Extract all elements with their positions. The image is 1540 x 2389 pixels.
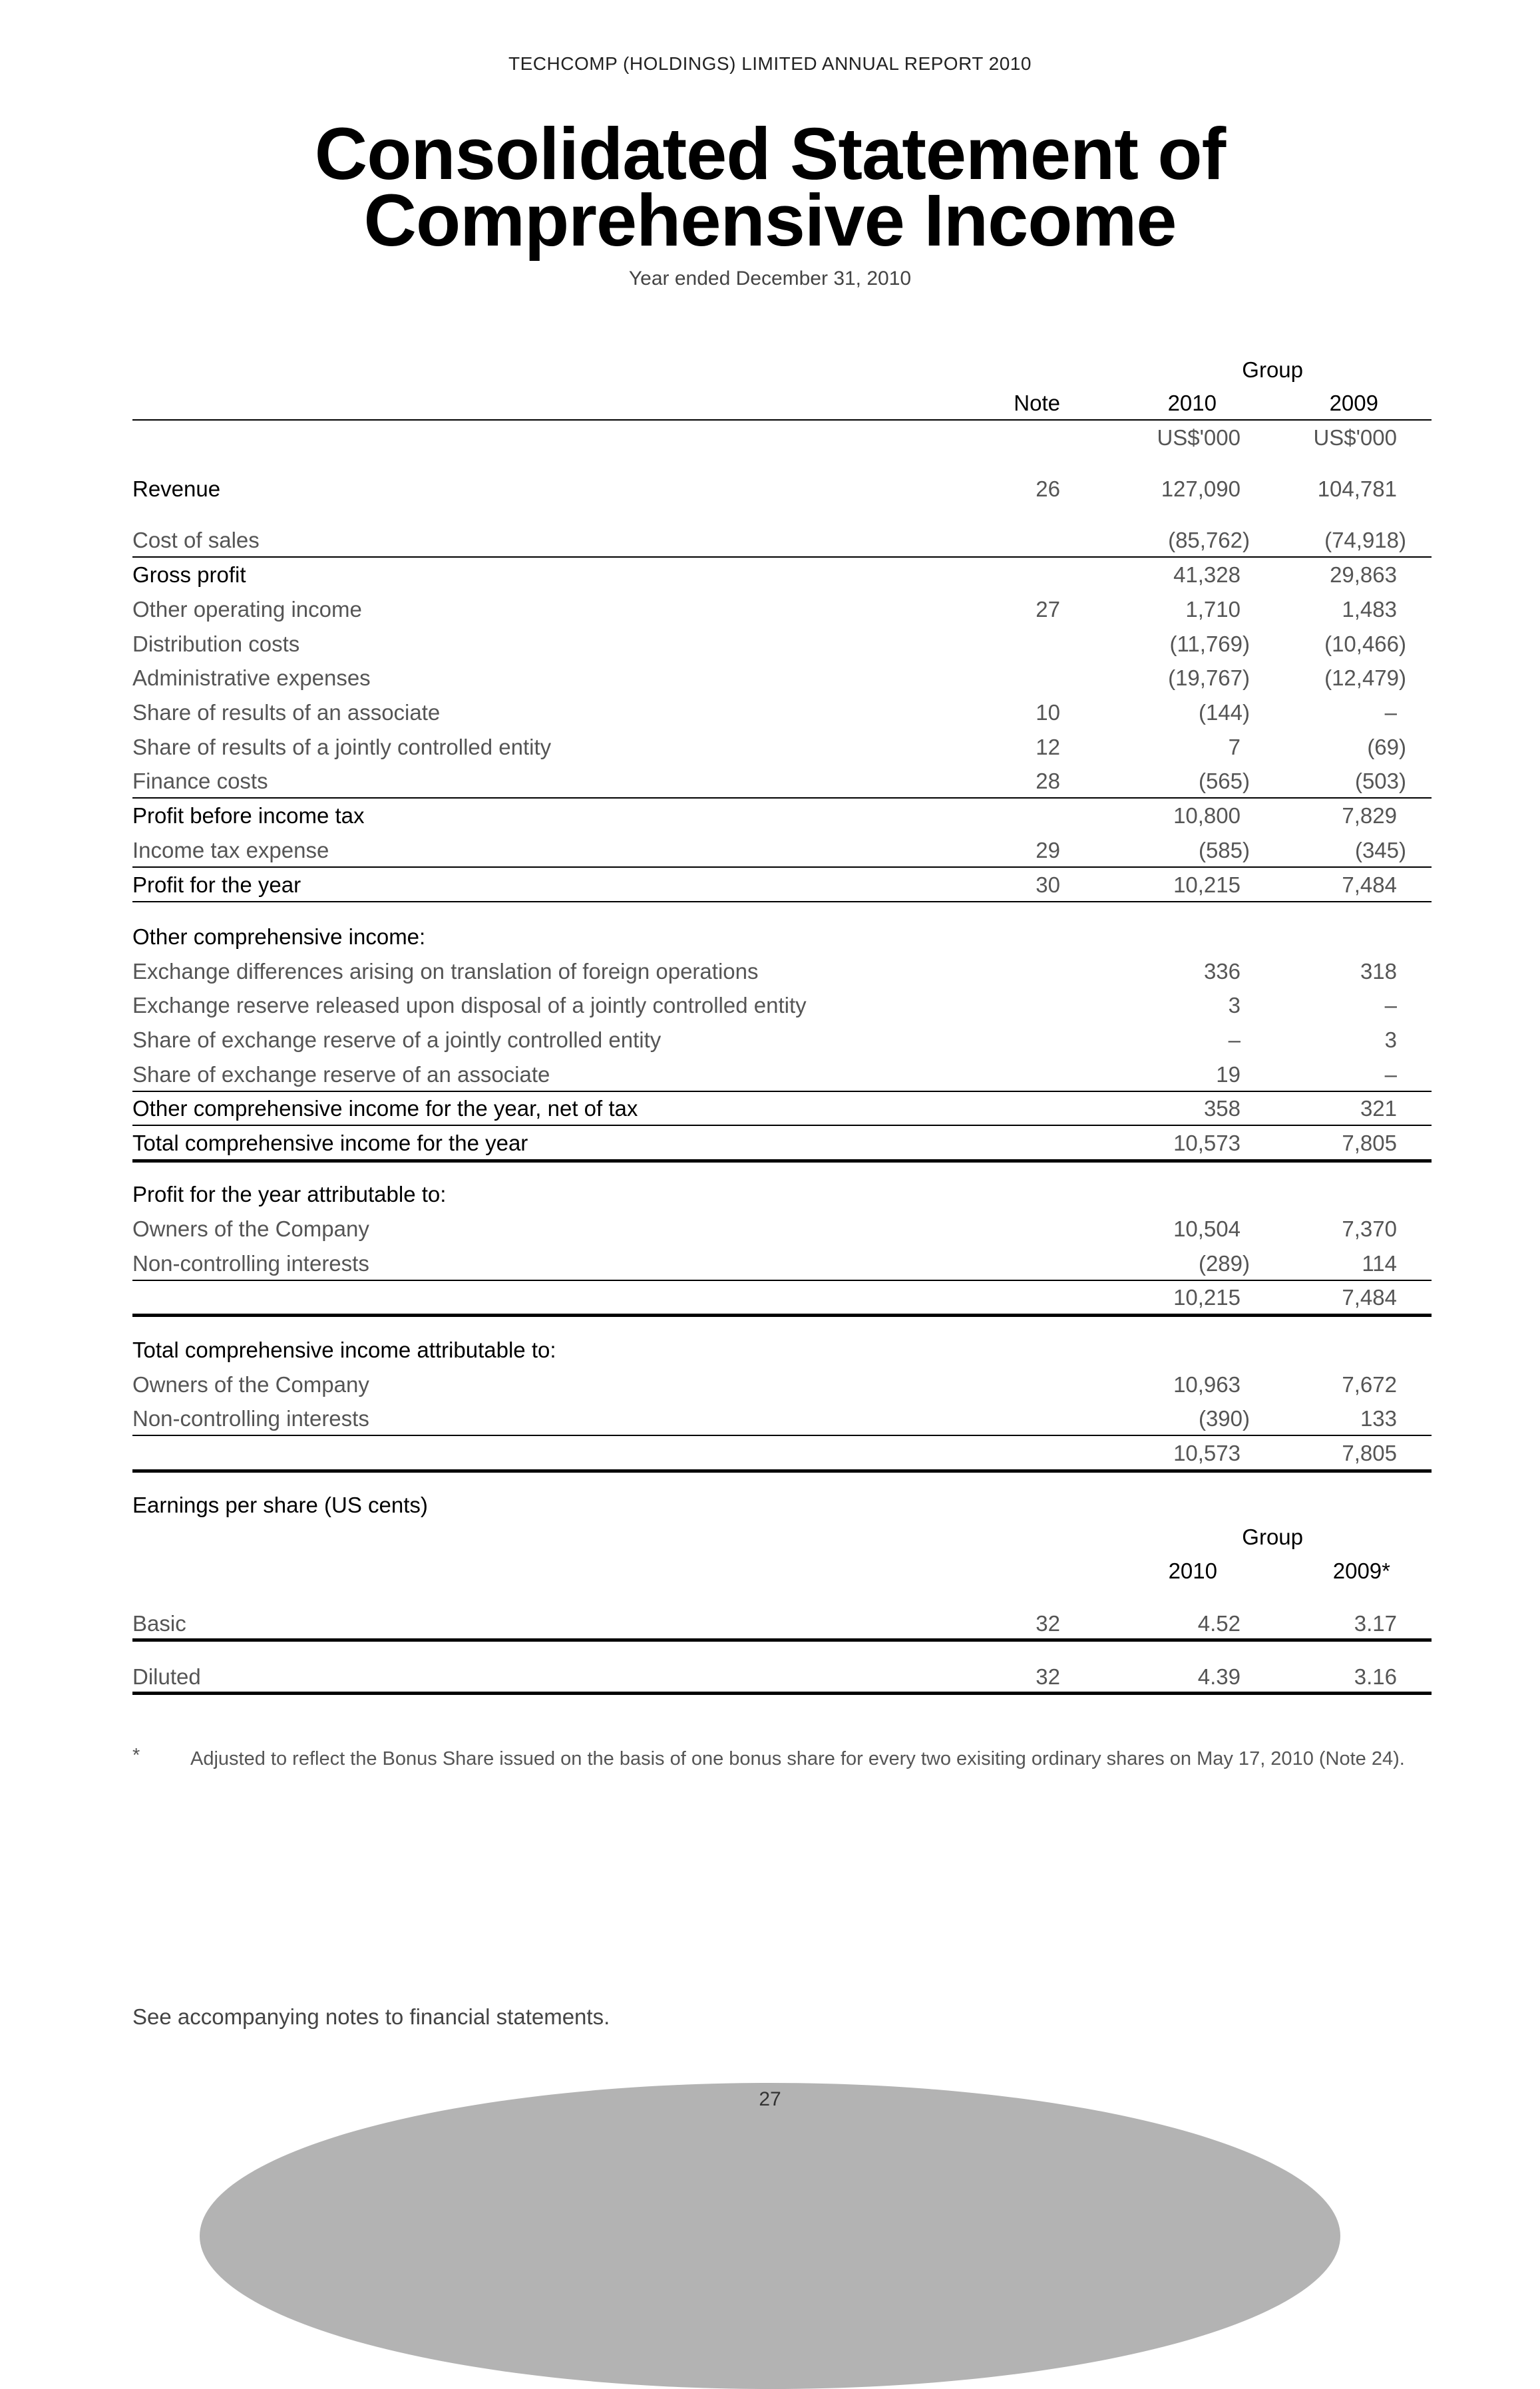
value-2009: 7,484 xyxy=(1342,872,1397,897)
row-label: Earnings per share (US cents) xyxy=(132,1493,428,1517)
statement-row xyxy=(132,1246,1432,1280)
value-2009: 7,805 xyxy=(1342,1131,1397,1155)
page-subtitle: Year ended December 31, 2010 xyxy=(628,268,912,289)
statement-row xyxy=(132,868,1432,901)
statement-row xyxy=(132,833,1432,866)
value-2010: 10,800 xyxy=(1173,803,1241,828)
statement-row xyxy=(132,920,1432,953)
row-label: Profit for the year attributable to: xyxy=(132,1182,447,1206)
eps-group-heading: Group xyxy=(1242,1525,1303,1549)
footer-decoration xyxy=(200,2083,1340,2389)
eps-row xyxy=(132,1606,1432,1640)
statement-row xyxy=(132,1023,1432,1056)
value-2009: 7,672 xyxy=(1342,1372,1397,1397)
eps-group-heading-row xyxy=(132,1520,1432,1553)
eps-year-2009-heading: 2009* xyxy=(1332,1559,1390,1583)
footnote-text: Adjusted to reflect the Bonus Share issued on the basis of one bonus share for every two exisiting ordinary shares on May 17, 2010 (Note 24). xyxy=(190,1748,1405,1769)
group-heading-row xyxy=(132,353,1432,386)
value-2010: 3 xyxy=(1228,993,1241,1017)
value-2010: (19,767) xyxy=(1168,665,1250,690)
row-label: Income tax expense xyxy=(132,838,329,862)
column-heading-row xyxy=(132,386,1432,419)
row-note: 28 xyxy=(1036,769,1060,793)
value-2010: 7 xyxy=(1228,735,1241,759)
value-2010: 10,573 xyxy=(1173,1131,1241,1155)
eps-value-2010: 4.52 xyxy=(1197,1611,1241,1636)
statement-row xyxy=(132,1212,1432,1245)
value-2009: 1,483 xyxy=(1342,597,1397,622)
row-note: 27 xyxy=(1036,597,1060,622)
unit-2009: US$'000 xyxy=(1313,425,1397,450)
eps-label: Diluted xyxy=(132,1664,201,1689)
value-2010: 10,215 xyxy=(1173,1285,1241,1310)
value-2009: 318 xyxy=(1360,959,1397,984)
statement-row xyxy=(132,1280,1432,1314)
eps-year-2010-heading: 2010 xyxy=(1168,1559,1217,1583)
eps-label: Basic xyxy=(132,1611,186,1636)
eps-note: 32 xyxy=(1036,1664,1060,1689)
value-2010: 10,504 xyxy=(1173,1216,1241,1241)
statement-row xyxy=(132,954,1432,988)
row-note: 30 xyxy=(1036,872,1060,897)
row-label: Profit before income tax xyxy=(132,803,365,828)
statement-row xyxy=(132,661,1432,694)
row-label: Revenue xyxy=(132,476,221,501)
value-2010: 358 xyxy=(1203,1096,1241,1121)
value-2010: (289) xyxy=(1198,1251,1250,1276)
statement-row xyxy=(132,1126,1432,1159)
statement-row xyxy=(132,730,1432,763)
row-label: Exchange reserve released upon disposal of a jointly controlled entity xyxy=(132,993,807,1017)
eps-row xyxy=(132,1660,1432,1693)
eps-underline xyxy=(132,1638,1432,1642)
statement-row xyxy=(132,799,1432,832)
value-2010: (85,762) xyxy=(1168,528,1250,552)
row-label: Gross profit xyxy=(132,562,246,587)
report-header: TECHCOMP (HOLDINGS) LIMITED ANNUAL REPORT 2010 xyxy=(508,53,1032,74)
row-note: 12 xyxy=(1036,735,1060,759)
value-2009: (345) xyxy=(1354,838,1406,862)
year-2010-heading: 2010 xyxy=(1167,391,1217,415)
row-label: Administrative expenses xyxy=(132,665,371,690)
see-notes-text: See accompanying notes to financial statements. xyxy=(132,2004,610,2029)
statement-row xyxy=(132,1368,1432,1401)
value-2010: 10,963 xyxy=(1173,1372,1241,1397)
value-2009: 321 xyxy=(1360,1096,1397,1121)
unit-row xyxy=(132,421,1432,454)
row-label: Finance costs xyxy=(132,769,268,793)
value-2009: (69) xyxy=(1367,735,1406,759)
row-label: Other comprehensive income for the year, net of tax xyxy=(132,1096,638,1121)
statement-row xyxy=(132,1057,1432,1091)
value-2009: (74,918) xyxy=(1324,528,1406,552)
note-heading: Note xyxy=(1014,391,1060,415)
eps-value-2010: 4.39 xyxy=(1197,1664,1241,1689)
row-label: Share of results of an associate xyxy=(132,700,441,725)
row-label: Share of exchange reserve of an associate xyxy=(132,1062,550,1087)
row-label: Owners of the Company xyxy=(132,1216,369,1241)
value-2010: 10,215 xyxy=(1173,872,1241,897)
value-2010: (565) xyxy=(1198,769,1250,793)
row-label: Profit for the year xyxy=(132,872,301,897)
value-2009: – xyxy=(1384,1062,1397,1087)
value-2010: (585) xyxy=(1198,838,1250,862)
value-2010: 10,573 xyxy=(1173,1441,1241,1465)
statement-row xyxy=(132,558,1432,591)
row-note: 10 xyxy=(1036,700,1060,725)
row-label: Owners of the Company xyxy=(132,1372,369,1397)
value-2009: 7,805 xyxy=(1342,1441,1397,1465)
row-label: Exchange differences arising on translation of foreign operations xyxy=(132,959,759,984)
row-label: Non-controlling interests xyxy=(132,1406,369,1431)
value-2009: – xyxy=(1384,993,1397,1017)
value-2010: 1,710 xyxy=(1185,597,1241,622)
row-label: Total comprehensive income attributable to: xyxy=(132,1338,556,1362)
statement-row xyxy=(132,1436,1432,1469)
statement-row xyxy=(132,988,1432,1021)
row-label: Cost of sales xyxy=(132,528,260,552)
value-2009: (503) xyxy=(1354,769,1406,793)
unit-2010: US$'000 xyxy=(1157,425,1241,450)
value-2010: (144) xyxy=(1198,700,1250,725)
statement-row xyxy=(132,764,1432,797)
total-underline xyxy=(132,1159,1432,1163)
value-2010: (11,769) xyxy=(1169,632,1250,656)
statement-row xyxy=(132,472,1432,505)
eps-underline xyxy=(132,1692,1432,1695)
page-title xyxy=(0,113,1540,262)
value-2010: 19 xyxy=(1216,1062,1241,1087)
subtotal-rule xyxy=(132,901,1432,902)
footnote-marker: * xyxy=(132,1745,140,1766)
value-2009: 114 xyxy=(1362,1251,1397,1276)
title-line-1: Consolidated Statement of xyxy=(314,113,1226,195)
statement-row xyxy=(132,627,1432,660)
value-2010: 41,328 xyxy=(1173,562,1241,587)
statement-row xyxy=(132,1177,1432,1210)
row-label: Non-controlling interests xyxy=(132,1251,369,1276)
year-2009-heading: 2009 xyxy=(1329,391,1378,415)
value-2009: 29,863 xyxy=(1330,562,1397,587)
value-2010: 336 xyxy=(1203,959,1241,984)
page-number: 27 xyxy=(759,2088,781,2110)
row-label: Share of results of a jointly controlled entity xyxy=(132,735,552,759)
value-2009: 133 xyxy=(1360,1406,1397,1431)
value-2010: (390) xyxy=(1198,1406,1250,1431)
value-2009: 3 xyxy=(1384,1027,1397,1052)
statement-row xyxy=(132,523,1432,556)
value-2009: (12,479) xyxy=(1324,665,1406,690)
value-2010: – xyxy=(1228,1027,1241,1052)
value-2009: 7,370 xyxy=(1342,1216,1397,1241)
eps-year-heading-row xyxy=(132,1554,1432,1587)
value-2009: (10,466) xyxy=(1324,632,1406,656)
row-label: Other operating income xyxy=(132,597,362,622)
value-2009: – xyxy=(1384,700,1397,725)
row-label: Distribution costs xyxy=(132,632,300,656)
statement-row xyxy=(132,1091,1432,1125)
statement-row xyxy=(132,695,1432,729)
row-label: Total comprehensive income for the year xyxy=(132,1131,528,1155)
total-underline xyxy=(132,1314,1432,1317)
statement-row xyxy=(132,592,1432,626)
row-note: 29 xyxy=(1036,838,1060,862)
statement-row xyxy=(132,1333,1432,1366)
statement-row xyxy=(132,1401,1432,1435)
row-label: Other comprehensive income: xyxy=(132,924,426,949)
row-label: Share of exchange reserve of a jointly controlled entity xyxy=(132,1027,662,1052)
group-heading: Group xyxy=(1242,357,1303,382)
value-2009: 104,781 xyxy=(1317,476,1397,501)
total-underline xyxy=(132,1469,1432,1473)
value-2009: 7,484 xyxy=(1342,1285,1397,1310)
eps-value-2009: 3.16 xyxy=(1354,1664,1397,1689)
row-note: 26 xyxy=(1036,476,1060,501)
title-line-2: Comprehensive Income xyxy=(363,180,1177,262)
eps-value-2009: 3.17 xyxy=(1354,1611,1397,1636)
value-2010: 127,090 xyxy=(1161,476,1241,501)
statement-row xyxy=(132,1488,1432,1521)
eps-note: 32 xyxy=(1036,1611,1060,1636)
value-2009: 7,829 xyxy=(1342,803,1397,828)
